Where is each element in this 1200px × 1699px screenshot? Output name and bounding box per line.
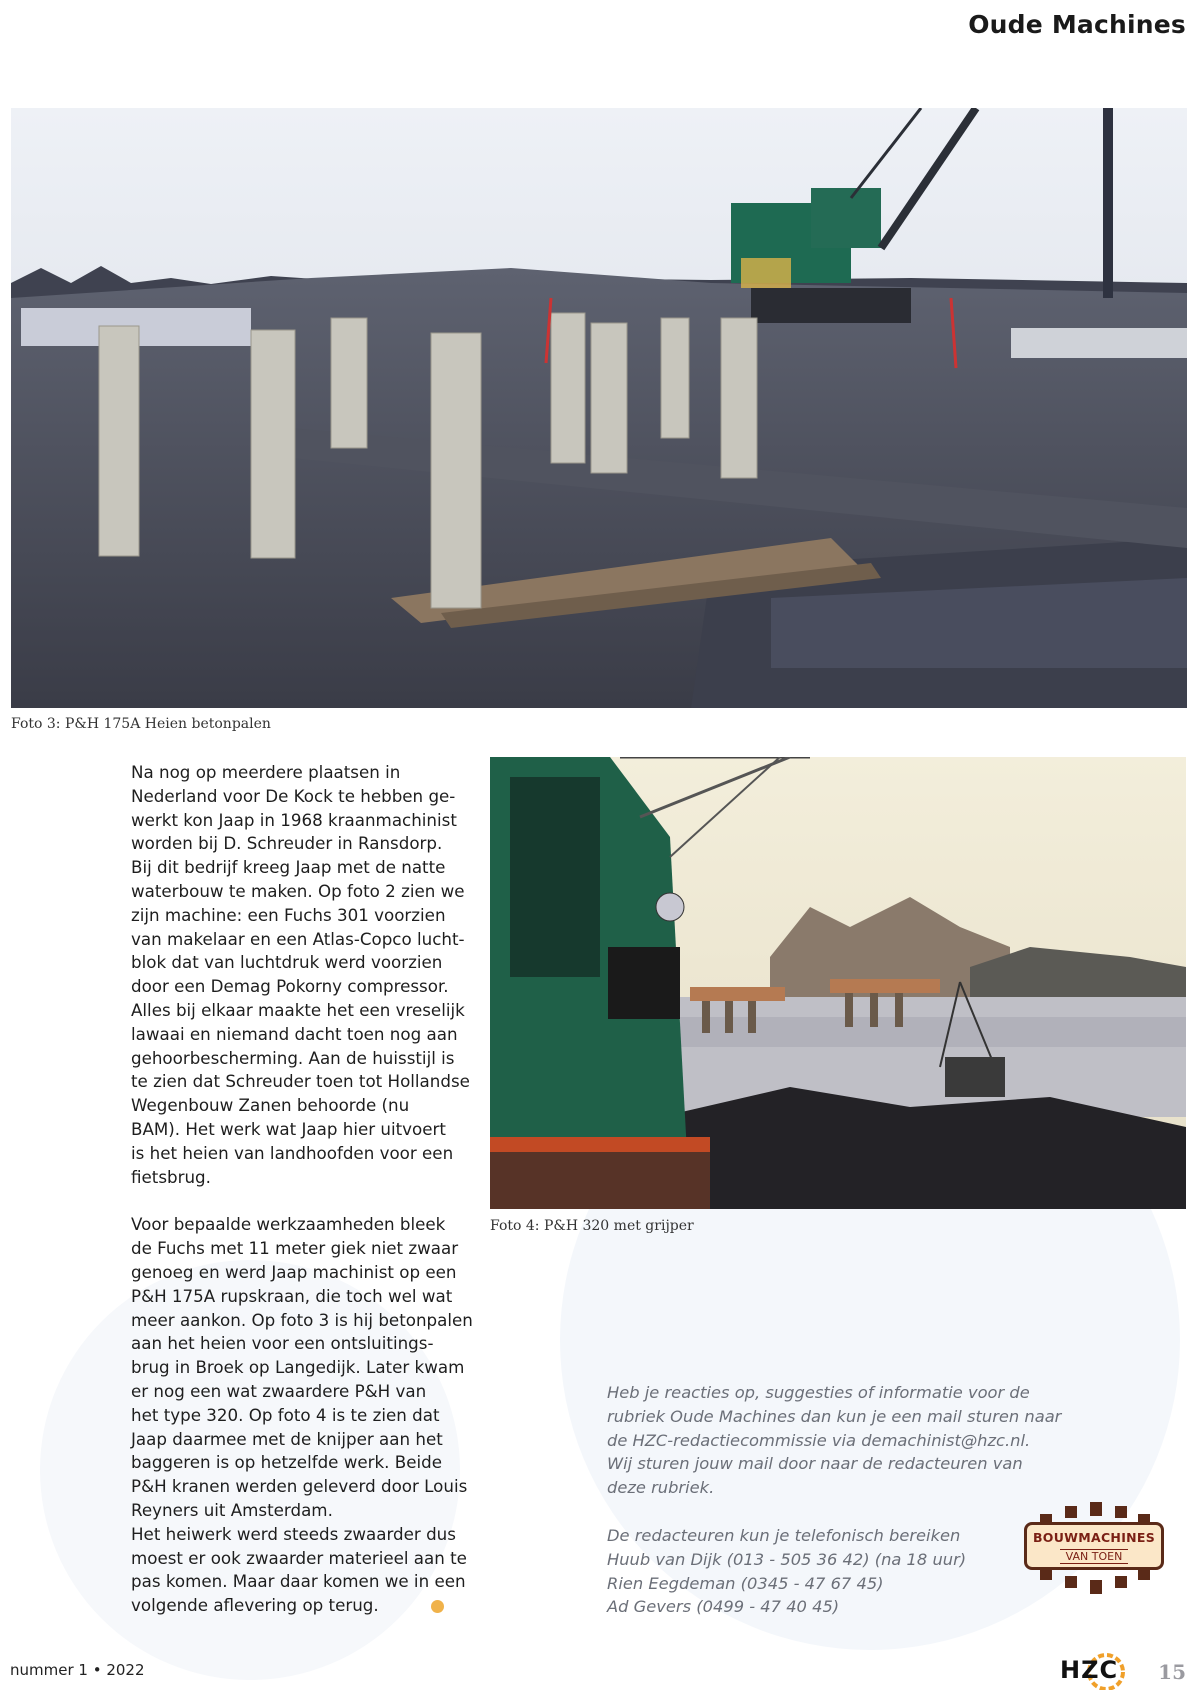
- contact-line: Wij sturen jouw mail door naar de redacteuren van: [607, 1454, 1023, 1474]
- article-line: [131, 1594, 471, 1618]
- article-paragraph-2: [131, 1213, 471, 1618]
- article-line: is het heien van landhoofden voor een: [131, 1142, 454, 1163]
- contact-line: de HZC-redactiecommissie via demachinist@hzc.nl.: [607, 1430, 1031, 1450]
- article-line: Alles bij elkaar maakte het een vreselijk: [131, 999, 465, 1020]
- article-body: [131, 761, 471, 1618]
- bouwmachines-van-toen-logo: [1020, 1500, 1170, 1596]
- article-line: fietsbrug.: [131, 1166, 211, 1187]
- article-line: te zien dat Schreuder toen tot Hollandse: [131, 1071, 470, 1092]
- contact-line: Huub van Dijk (013 - 505 36 42) (na 18 uur): [607, 1549, 967, 1569]
- article-line: Reyners uit Amsterdam.: [131, 1499, 333, 1520]
- article-line: Na nog op meerdere plaatsen in: [131, 762, 401, 782]
- article-line: baggeren is op hetzelfde werk. Beide: [131, 1452, 442, 1473]
- article-line: werkt kon Jaap in 1968 kraanmachinist: [131, 809, 457, 830]
- contact-line: Ad Gevers (0499 - 47 40 45): [607, 1597, 840, 1617]
- article-line: lawaai en niemand dacht toen nog aan: [131, 1023, 458, 1044]
- article-line: Wegenbouw Zanen behoorde (nu: [131, 1095, 410, 1116]
- article-line: Jaap daarmee met de knijper aan het: [131, 1428, 443, 1449]
- article-line: P&H kranen werden geleverd door Louis: [131, 1476, 468, 1497]
- article-line: blok dat van luchtdruk werd voorzien: [131, 952, 443, 973]
- article-line: door een Demag Pokorny compressor.: [131, 976, 449, 997]
- article-line: P&H 175A rupskraan, die toch wel wat: [131, 1285, 453, 1306]
- logo-badge: [1024, 1522, 1164, 1570]
- hzc-logo: [1058, 1650, 1138, 1690]
- article-line: Voor bepaalde werkzaamheden bleek: [131, 1214, 446, 1235]
- article-line: Nederland voor De Kock te hebben ge-: [131, 785, 456, 806]
- article-line: gehoorbescherming. Aan de huisstijl is: [131, 1047, 455, 1068]
- article-paragraph-1: [131, 761, 471, 1189]
- photo-3-caption: Foto 3: P&H 175A Heien betonpalen: [11, 716, 271, 732]
- page-number: 15: [1158, 1660, 1186, 1684]
- contact-line: Rien Eegdeman (0345 - 47 67 45): [607, 1573, 884, 1593]
- photo-3-piling: [11, 108, 1187, 708]
- article-line-text: volgende aflevering op terug.: [131, 1595, 379, 1616]
- end-of-article-dot: [431, 1600, 444, 1613]
- article-line: brug in Broek op Langedijk. Later kwam: [131, 1357, 465, 1378]
- article-line: BAM). Het werk wat Jaap hier uitvoert: [131, 1118, 446, 1139]
- article-line: Bij dit bedrijf kreeg Jaap met de natte: [131, 857, 446, 878]
- contact-line: deze rubriek.: [607, 1478, 715, 1498]
- contact-line: De redacteuren kun je telefonisch bereiken: [607, 1525, 961, 1545]
- contact-line: rubriek Oude Machines dan kun je een mail sturen naar: [607, 1406, 1062, 1426]
- article-line: de Fuchs met 11 meter giek niet zwaar: [131, 1238, 459, 1259]
- article-line: er nog een wat zwaardere P&H van: [131, 1380, 427, 1401]
- photo-4-dredging: [490, 757, 1186, 1209]
- section-title: Oude Machines: [968, 10, 1186, 39]
- article-line: pas komen. Maar daar komen we in een: [131, 1571, 466, 1592]
- article-line: moest er ook zwaarder materieel aan te: [131, 1547, 467, 1568]
- article-line: zijn machine: een Fuchs 301 voorzien: [131, 904, 446, 925]
- article-line: meer aankon. Op foto 3 is hij betonpalen: [131, 1309, 473, 1330]
- logo-subtitle: VAN TOEN: [1060, 1549, 1129, 1564]
- article-line: genoeg en werd Jaap machinist op een: [131, 1261, 457, 1282]
- article-line: het type 320. Op foto 4 is te zien dat: [131, 1404, 440, 1425]
- article-line: worden bij D. Schreuder in Ransdorp.: [131, 833, 443, 854]
- hzc-logo-text: HZC: [1060, 1656, 1119, 1684]
- issue-label: nummer 1 • 2022: [10, 1661, 145, 1679]
- article-line: waterbouw te maken. Op foto 2 zien we: [131, 880, 465, 901]
- article-line: aan het heien voor een ontsluitings-: [131, 1333, 434, 1354]
- logo-title: BOUWMACHINES: [1032, 1530, 1156, 1545]
- photo-4-caption: Foto 4: P&H 320 met grijper: [490, 1218, 694, 1234]
- article-line: van makelaar en een Atlas-Copco lucht-: [131, 928, 465, 949]
- contact-line: Heb je reacties op, suggesties of informatie voor de: [607, 1383, 1030, 1402]
- article-line: Het heiwerk werd steeds zwaarder dus: [131, 1523, 456, 1544]
